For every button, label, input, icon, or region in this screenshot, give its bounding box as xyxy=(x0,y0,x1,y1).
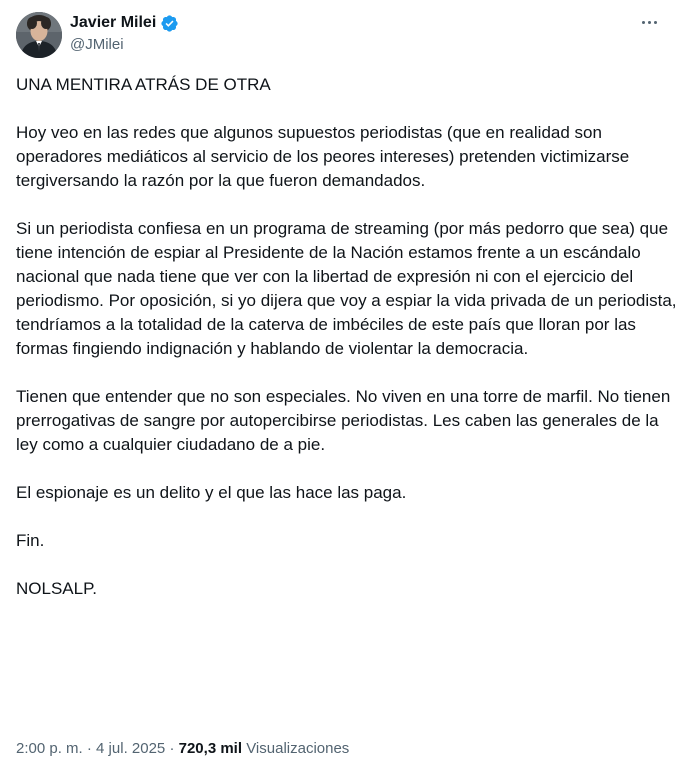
views-count: 720,3 mil xyxy=(178,740,243,757)
author-name-row[interactable] xyxy=(70,13,179,33)
more-options-button[interactable] xyxy=(635,12,663,32)
tweet-paragraph: Fin. xyxy=(16,531,45,550)
avatar[interactable] xyxy=(16,12,62,58)
verified-badge-icon xyxy=(160,14,179,33)
avatar-portrait-icon xyxy=(16,12,62,58)
meta-separator: · xyxy=(82,740,97,757)
tweet-paragraph: UNA MENTIRA ATRÁS DE OTRA xyxy=(16,75,271,94)
tweet-paragraph: El espionaje es un delito y el que las hace las paga. xyxy=(16,483,407,502)
more-horizontal-icon xyxy=(642,21,645,24)
tweet-paragraph: Tienen que entender que no son especiales. No viven en una torre de marfil. No tienen prerrogativas de sangre por autopercibirse periodistas. Les caben las generales de la ley como a cualquier ciudadano de a pie. xyxy=(16,387,671,454)
tweet-date: 4 jul. 2025 xyxy=(96,740,166,757)
author-display-name[interactable]: Javier Milei xyxy=(70,14,157,31)
more-horizontal-icon xyxy=(654,21,657,24)
tweet-time: 2:00 p. m. xyxy=(16,740,83,757)
more-horizontal-icon xyxy=(648,21,651,24)
tweet-timestamp-link[interactable] xyxy=(16,740,165,757)
meta-separator: · xyxy=(165,740,179,757)
author-handle[interactable]: @JMilei xyxy=(70,36,124,53)
tweet-text xyxy=(16,73,681,601)
tweet-meta xyxy=(16,740,349,757)
tweet-paragraph: Si un periodista confiesa en un programa de streaming (por más pedorro que sea) que tiene intención de espiar al Presidente de la Nación estamos frente a un escándalo nacional que nada tiene que ver con la libertad de expresión ni con el ejercicio del periodismo. Por oposición, si yo dijera que voy a espiar la vida privada de un periodista, tendríamos a la totalidad de la caterva de imbéciles de este país que lloran por las formas fingiendo indignación y hablando de violentar la democracia. xyxy=(16,219,677,358)
tweet-paragraph: Hoy veo en las redes que algunos supuestos periodistas (que en realidad son operadores mediáticos al servicio de los peores intereses) pretenden victimizarse tergiversando la razón por la que fueron demandados. xyxy=(16,123,630,190)
tweet-paragraph: NOLSALP. xyxy=(16,579,97,598)
views-label[interactable]: Visualizaciones xyxy=(246,740,350,757)
